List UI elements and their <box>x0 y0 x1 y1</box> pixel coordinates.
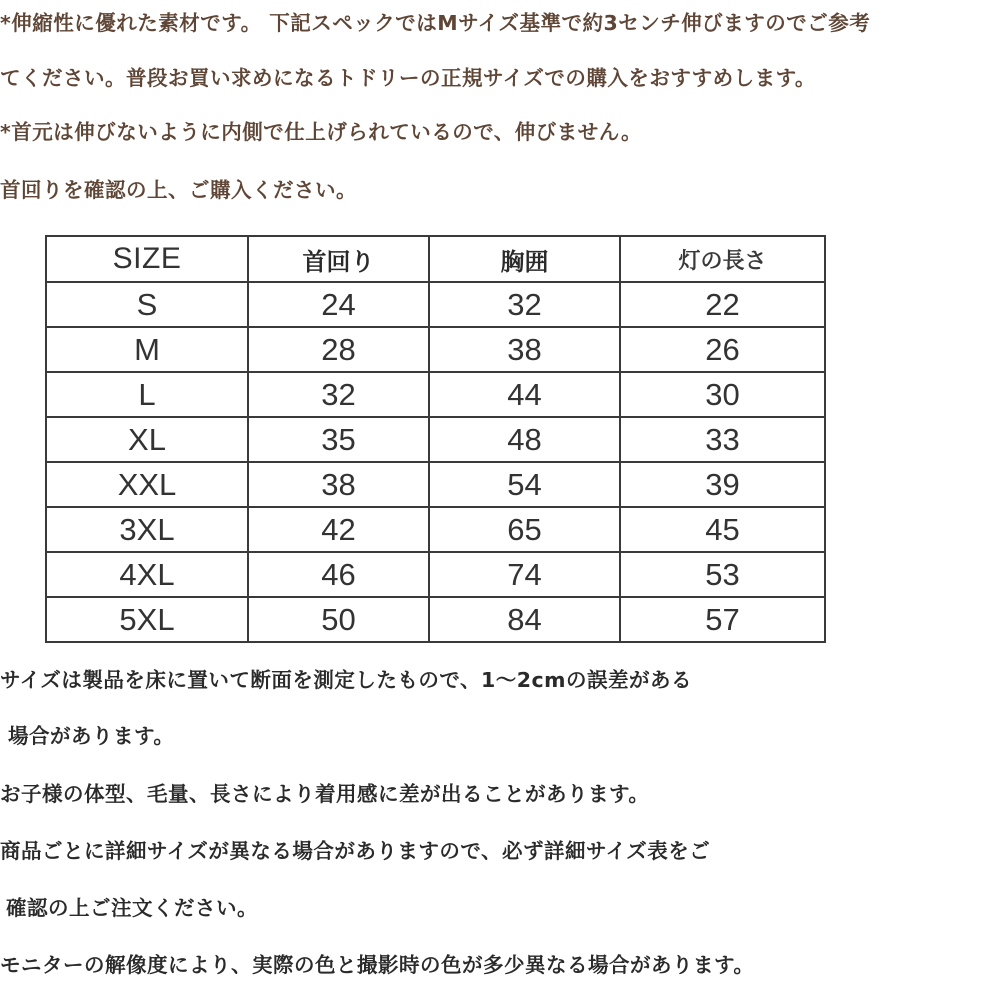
cell-length: 45 <box>620 507 825 552</box>
measurement-note-line-1: サイズは製品を床に置いて断面を測定したもので、1〜2cmの誤差がある <box>0 668 692 692</box>
table-row <box>46 327 825 372</box>
table-row <box>46 597 825 642</box>
cell-chest: 38 <box>429 327 620 372</box>
stretch-note-line-2: てください。普段お買い求めになるトドリーの正規サイズでの購入をおすすめします。 <box>0 66 816 90</box>
cell-size: XL <box>46 417 248 462</box>
cell-size: XXL <box>46 462 248 507</box>
table-row <box>46 507 825 552</box>
color-note: モニターの解像度により、実際の色と撮影時の色が多少異なる場合があります。 <box>0 953 755 977</box>
cell-length: 53 <box>620 552 825 597</box>
header-neck: 首回り <box>248 236 429 282</box>
neck-note-line-1: *首元は伸びないように内側で仕上げられているので、伸びません。 <box>0 120 643 144</box>
stretch-note-line-1: *伸縮性に優れた素材です。 下記スペックではMサイズ基準で約3センチ伸びますのでご参考 <box>0 11 871 35</box>
cell-size: M <box>46 327 248 372</box>
cell-chest: 48 <box>429 417 620 462</box>
cell-size: 4XL <box>46 552 248 597</box>
header-size: SIZE <box>46 236 248 282</box>
cell-chest: 44 <box>429 372 620 417</box>
table-row <box>46 417 825 462</box>
cell-size: L <box>46 372 248 417</box>
cell-neck: 46 <box>248 552 429 597</box>
cell-chest: 65 <box>429 507 620 552</box>
fit-note: お子様の体型、毛量、長さにより着用感に差が出ることがあります。 <box>0 782 650 806</box>
header-chest: 胸囲 <box>429 236 620 282</box>
cell-neck: 50 <box>248 597 429 642</box>
cell-neck: 35 <box>248 417 429 462</box>
table-row <box>46 462 825 507</box>
cell-length: 39 <box>620 462 825 507</box>
size-table <box>45 235 826 643</box>
cell-chest: 54 <box>429 462 620 507</box>
cell-neck: 38 <box>248 462 429 507</box>
cell-chest: 84 <box>429 597 620 642</box>
cell-neck: 32 <box>248 372 429 417</box>
table-row <box>46 372 825 417</box>
detail-size-note-line-1: 商品ごとに詳細サイズが異なる場合がありますので、必ず詳細サイズ表をご <box>0 839 711 863</box>
table-row <box>46 552 825 597</box>
cell-length: 30 <box>620 372 825 417</box>
cell-length: 33 <box>620 417 825 462</box>
cell-size: S <box>46 282 248 327</box>
neck-note-line-2: 首回りを確認の上、ご購入ください。 <box>0 178 357 202</box>
cell-length: 57 <box>620 597 825 642</box>
cell-size: 5XL <box>46 597 248 642</box>
header-length: 灯の長さ <box>620 236 825 282</box>
cell-neck: 28 <box>248 327 429 372</box>
cell-neck: 42 <box>248 507 429 552</box>
cell-chest: 74 <box>429 552 620 597</box>
cell-size: 3XL <box>46 507 248 552</box>
table-row <box>46 282 825 327</box>
measurement-note-line-2: 場合があります。 <box>8 724 175 748</box>
detail-size-note-line-2: 確認の上ご注文ください。 <box>6 896 258 920</box>
cell-neck: 24 <box>248 282 429 327</box>
cell-chest: 32 <box>429 282 620 327</box>
cell-length: 26 <box>620 327 825 372</box>
cell-length: 22 <box>620 282 825 327</box>
size-table-header-row <box>46 236 825 282</box>
